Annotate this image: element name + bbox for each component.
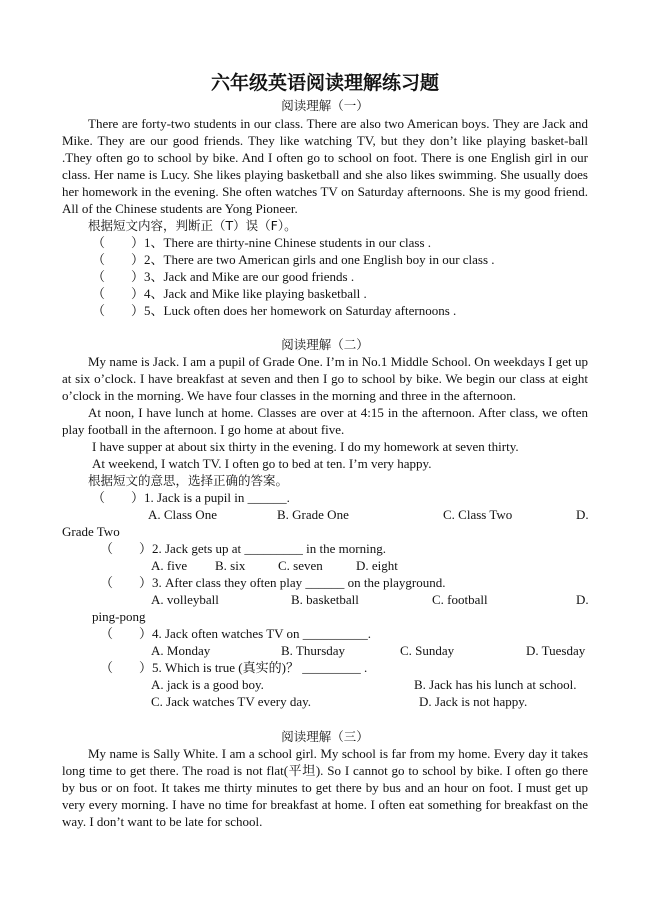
section-one-instruction: 根据短文内容，判断正（T）误（F）。 [88,218,297,233]
mc-question-1: （ ）1. Jack is a pupil in ______. [92,490,290,505]
section-two-paragraph-4: At weekend, I watch TV. I often go to bed at ten. I’m very happy. [92,456,432,471]
q3-option-a: A. volleyball [151,592,219,607]
q5-option-a: A. jack is a good boy. [151,677,264,692]
tf-question-3: （ ）3、Jack and Mike are our good friends . [92,269,355,284]
q3-option-d: D. [576,592,589,607]
section-three-heading: 阅读理解（三） [281,729,369,744]
q3-option-d-text: ping-pong [92,609,146,624]
mc-question-4: （ ）4. Jack often watches TV on __________. [100,626,372,641]
q4-option-d: D. Tuesday [526,643,586,658]
mc-question-3: （ ）3. After class they often play ______ on the playground. [100,575,446,590]
q1-option-c: C. Class Two [443,507,513,522]
q4-option-b: B. Thursday [281,643,346,658]
page-title: 六年级英语阅读理解练习题 [210,72,439,94]
q4-option-c: C. Sunday [400,643,455,658]
q1-option-d-text: Grade Two [62,524,120,539]
tf-question-5: （ ）5、Luck often does her homework on Saturday afternoons . [92,303,457,318]
q5-option-b: B. Jack has his lunch at school. [414,677,577,692]
section-two-heading: 阅读理解（二） [281,337,369,352]
q5-option-c: C. Jack watches TV every day. [151,694,312,709]
q1-option-b: B. Grade One [277,507,349,522]
tf-question-4: （ ）4、Jack and Mike like playing basketball . [92,286,367,301]
q1-option-a: A. Class One [148,507,217,522]
section-two-paragraph-2: At noon, I have lunch at home. Classes are over at 4:15 in the afternoon. After class, we often play football in the afternoon. I go home at about five. [62,405,588,437]
section-two-paragraph-3: I have supper at about six thirty in the evening. I do my homework at seven thirty. [92,439,519,454]
q2-option-b: B. six [215,558,246,573]
q5-option-d: D. Jack is not happy. [419,694,528,709]
section-one-passage: There are forty-two students in our class. There are also two American boys. They are Jack and Mike. They are our good friends. They like watching TV, but they don’t like playing basket-ball .They often go to school by bike. And I often go to school on foot. There is one English girl in our class. Her name is Lucy. She likes playing basketball and she also likes swimming. She usually does her homework in the evening. She often watches TV on Saturday afternoons. She is my good friend. All of the Chinese students are Yong Pioneer. [62,116,588,216]
q4-option-a: A. Monday [151,643,211,658]
mc-question-2: （ ）2. Jack gets up at _________ in the morning. [100,541,386,556]
section-two-paragraph-1: My name is Jack. I am a pupil of Grade One. I’m in No.1 Middle School. On weekdays I get up at six o’clock. I have breakfast at seven and then I go to school by bike. We begin our class at eight o’clock in the morning. We have four classes in the morning and three in the afternoon. [62,354,588,403]
q1-option-d: D. [576,507,589,522]
section-one-heading: 阅读理解（一） [281,98,369,113]
q2-option-a: A. five [151,558,188,573]
q3-option-c: C. football [432,592,488,607]
section-two-instruction: 根据短文的意思，选择正确的答案。 [88,473,289,488]
q2-option-d: D. eight [356,558,398,573]
tf-question-1: （ ）1、There are thirty-nine Chinese students in our class . [92,235,432,250]
section-three-passage: My name is Sally White. I am a school girl. My school is far from my home. Every day it takes long time to get there. The road is not flat(平坦). So I cannot go to school by bike. I often go there by bus or on foot. It takes me thirty minutes to get there by bus and an hour on foot. I must get up very every morning. I have no time for breakfast at home. I often eat something for breakfast on the way. I don’t want to be late for school. [62,746,588,829]
tf-question-2: （ ）2、There are two American girls and one English boy in our class . [92,252,495,267]
q2-option-c: C. seven [278,558,323,573]
mc-question-5: （ ）5. Which is true (真实的)？ _________ . [100,660,368,675]
q3-option-b: B. basketball [291,592,359,607]
